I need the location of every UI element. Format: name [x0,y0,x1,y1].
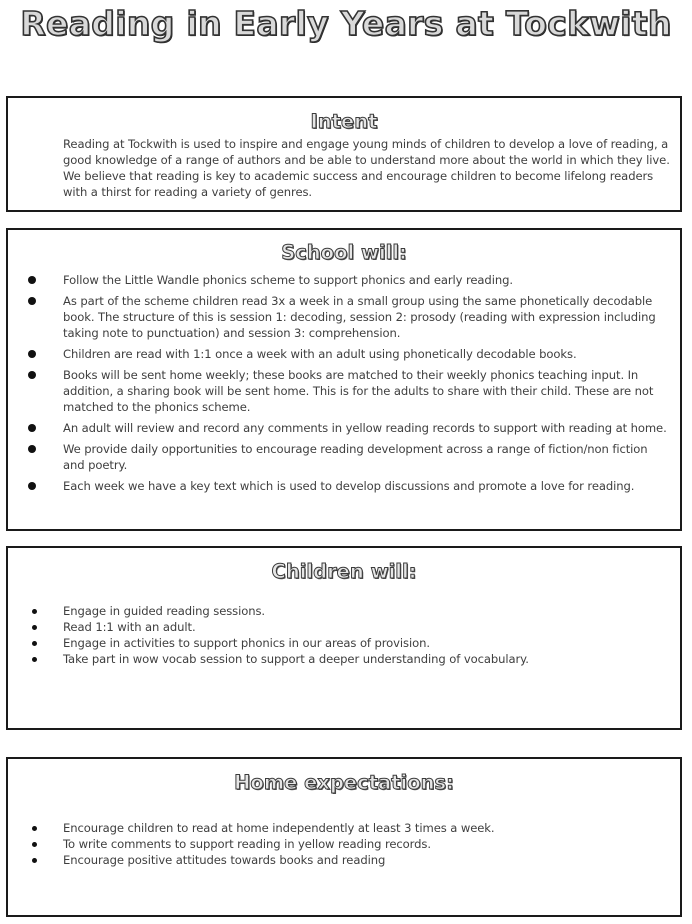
bullet-icon [28,371,36,379]
school-will-list [8,272,680,494]
bullet-icon [28,445,36,453]
list-item: As part of the scheme children read 3x a week in a small group using the same phonetically decodable book. The structure of this is session 1: decoding, session 2: prosody (reading with expression including taking note to punctuation) and session 3: comprehension. [8,293,680,341]
list-item: Engage in guided reading sessions. [8,603,680,619]
bullet-icon [28,424,36,432]
bullet-icon [28,297,36,305]
list-item: We provide daily opportunities to encourage reading development across a range of fiction/non fiction and poetry. [8,441,680,473]
home-expectations-list [8,820,680,868]
list-item: To write comments to support reading in yellow reading records. [8,836,680,852]
bullet-icon [28,482,36,490]
page-title: Reading in Early Years at Tockwith [20,4,672,43]
intent-heading: Intent [310,110,378,133]
children-will-section [6,546,682,730]
bullet-icon [28,350,36,358]
list-item: Follow the Little Wandle phonics scheme to support phonics and early reading. [8,272,680,288]
bullet-icon [32,657,37,662]
bullet-icon [32,625,37,630]
list-item: Take part in wow vocab session to support a deeper understanding of vocabulary. [8,651,680,667]
children-will-heading: Children will: [271,560,417,583]
intent-body: Reading at Tockwith is used to inspire and engage young minds of children to develop a love of reading, a good knowledge of a range of authors and be able to understand more about the world in which they live. We believe that reading is key to academic success and encourage children to become lifelong readers with a thirst for reading a variety of genres. [63,137,670,199]
bullet-icon [32,641,37,646]
home-expectations-heading: Home expectations: [234,771,454,794]
bullet-icon [32,609,37,614]
bullet-icon [28,276,36,284]
home-expectations-section [6,757,682,917]
bullet-icon [32,826,37,831]
list-item: An adult will review and record any comments in yellow reading records to support with reading at home. [8,420,680,436]
bullet-icon [32,858,37,863]
list-item: Encourage children to read at home independently at least 3 times a week. [8,820,680,836]
list-item: Read 1:1 with an adult. [8,619,680,635]
school-will-heading: School will: [281,241,407,264]
bullet-icon [32,842,37,847]
school-will-section [6,228,682,531]
list-item: Encourage positive attitudes towards books and reading [8,852,680,868]
children-will-list [8,603,680,667]
list-item: Engage in activities to support phonics in our areas of provision. [8,635,680,651]
list-item: Each week we have a key text which is used to develop discussions and promote a love for reading. [8,478,680,494]
list-item: Children are read with 1:1 once a week with an adult using phonetically decodable books. [8,346,680,362]
intent-section [6,96,682,212]
list-item: Books will be sent home weekly; these books are matched to their weekly phonics teaching input. In addition, a sharing book will be sent home. This is for the adults to share with their child. These are not matched to the phonics scheme. [8,367,680,415]
